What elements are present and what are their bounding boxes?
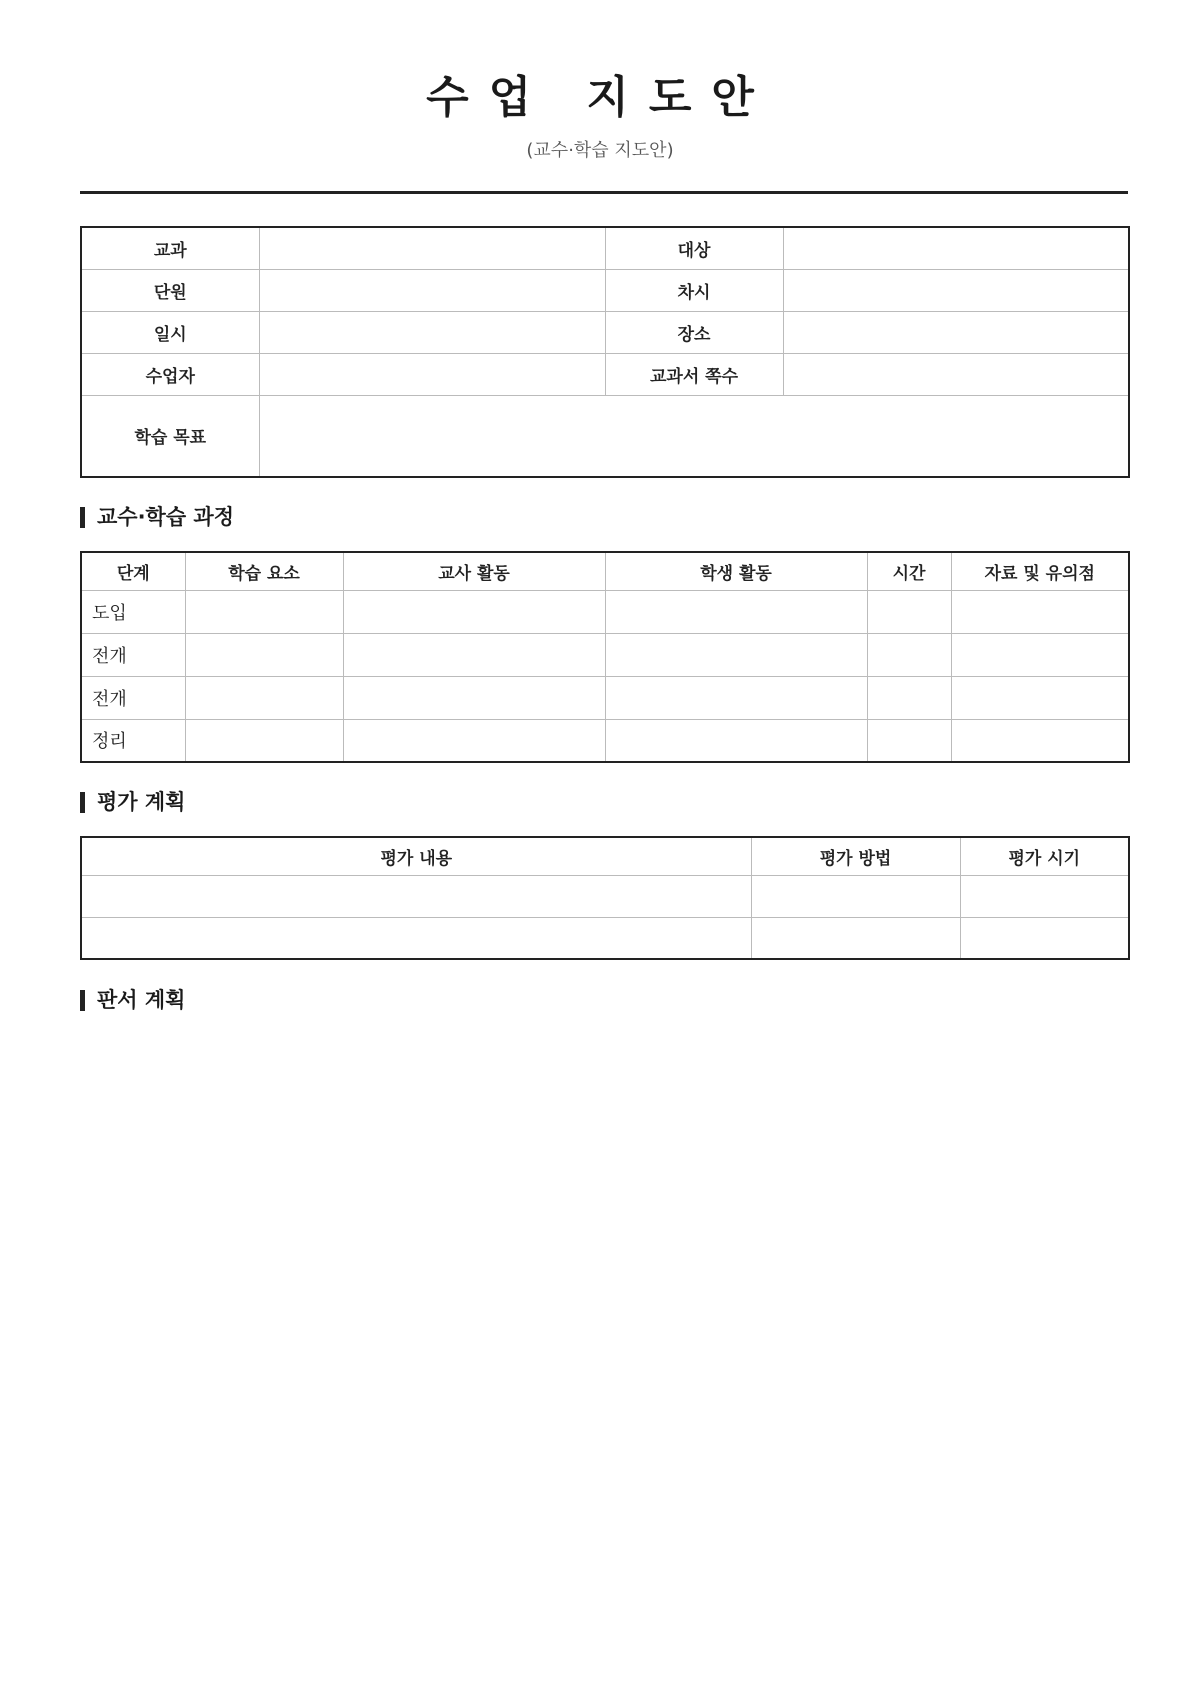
learning-element-cell[interactable]: [185, 633, 343, 676]
time-cell[interactable]: [867, 719, 951, 762]
board-section-title: 판서 계획: [80, 987, 185, 1013]
table-row: [81, 875, 1129, 917]
student-activity-cell[interactable]: [605, 590, 867, 633]
eval-content-cell[interactable]: [81, 875, 751, 917]
process-header-row: [81, 552, 1129, 590]
student-activity-cell[interactable]: [605, 633, 867, 676]
period-field[interactable]: [783, 269, 1129, 311]
process-table: [80, 551, 1130, 763]
evaluation-table: [80, 836, 1130, 960]
header-stage: 단계: [81, 552, 185, 590]
header-learning-element: 학습 요소: [185, 552, 343, 590]
page-title: 수업 지도안: [426, 72, 774, 123]
period-label: 차시: [605, 269, 783, 311]
teacher-label: 수업자: [81, 353, 259, 395]
table-row: [81, 719, 1129, 762]
stage-cell: 전개: [81, 633, 185, 676]
unit-label: 단원: [81, 269, 259, 311]
eval-timing-cell[interactable]: [960, 875, 1129, 917]
header-eval-method: 평가 방법: [751, 837, 960, 875]
target-field[interactable]: [783, 227, 1129, 269]
textbook-pages-label: 교과서 쪽수: [605, 353, 783, 395]
materials-cell[interactable]: [951, 719, 1129, 762]
table-row: [81, 590, 1129, 633]
learning-element-cell[interactable]: [185, 676, 343, 719]
materials-cell[interactable]: [951, 676, 1129, 719]
stage-cell: 도입: [81, 590, 185, 633]
page-subtitle: (교수·학습 지도안): [526, 140, 674, 161]
learning-element-cell[interactable]: [185, 719, 343, 762]
eval-content-cell[interactable]: [81, 917, 751, 959]
learning-element-cell[interactable]: [185, 590, 343, 633]
info-row: [81, 395, 1129, 477]
time-cell[interactable]: [867, 676, 951, 719]
teacher-activity-cell[interactable]: [343, 676, 605, 719]
materials-cell[interactable]: [951, 633, 1129, 676]
process-section-title: 교수·학습 과정: [80, 504, 234, 530]
materials-cell[interactable]: [951, 590, 1129, 633]
subject-label: 교과: [81, 227, 259, 269]
time-cell[interactable]: [867, 633, 951, 676]
evaluation-header-row: [81, 837, 1129, 875]
header-eval-content: 평가 내용: [81, 837, 751, 875]
teacher-activity-cell[interactable]: [343, 719, 605, 762]
eval-timing-cell[interactable]: [960, 917, 1129, 959]
eval-method-cell[interactable]: [751, 875, 960, 917]
info-row: [81, 269, 1129, 311]
header-teacher-activity: 교사 활동: [343, 552, 605, 590]
evaluation-section-title: 평가 계획: [80, 789, 185, 815]
teacher-field[interactable]: [259, 353, 605, 395]
table-row: [81, 676, 1129, 719]
target-label: 대상: [605, 227, 783, 269]
lesson-info-table: [80, 226, 1130, 478]
info-row: [81, 227, 1129, 269]
place-field[interactable]: [783, 311, 1129, 353]
header-materials-notes: 자료 및 유의점: [951, 552, 1129, 590]
time-cell[interactable]: [867, 590, 951, 633]
table-row: [81, 917, 1129, 959]
unit-field[interactable]: [259, 269, 605, 311]
student-activity-cell[interactable]: [605, 719, 867, 762]
date-field[interactable]: [259, 311, 605, 353]
header-eval-timing: 평가 시기: [960, 837, 1129, 875]
date-label: 일시: [81, 311, 259, 353]
objective-field[interactable]: [259, 395, 1129, 477]
stage-cell: 전개: [81, 676, 185, 719]
student-activity-cell[interactable]: [605, 676, 867, 719]
table-row: [81, 633, 1129, 676]
stage-cell: 정리: [81, 719, 185, 762]
subject-field[interactable]: [259, 227, 605, 269]
textbook-pages-field[interactable]: [783, 353, 1129, 395]
info-row: [81, 353, 1129, 395]
info-row: [81, 311, 1129, 353]
eval-method-cell[interactable]: [751, 917, 960, 959]
header-student-activity: 학생 활동: [605, 552, 867, 590]
title-divider: [80, 191, 1128, 194]
teacher-activity-cell[interactable]: [343, 590, 605, 633]
teacher-activity-cell[interactable]: [343, 633, 605, 676]
place-label: 장소: [605, 311, 783, 353]
objective-label: 학습 목표: [81, 395, 259, 477]
header-time: 시간: [867, 552, 951, 590]
